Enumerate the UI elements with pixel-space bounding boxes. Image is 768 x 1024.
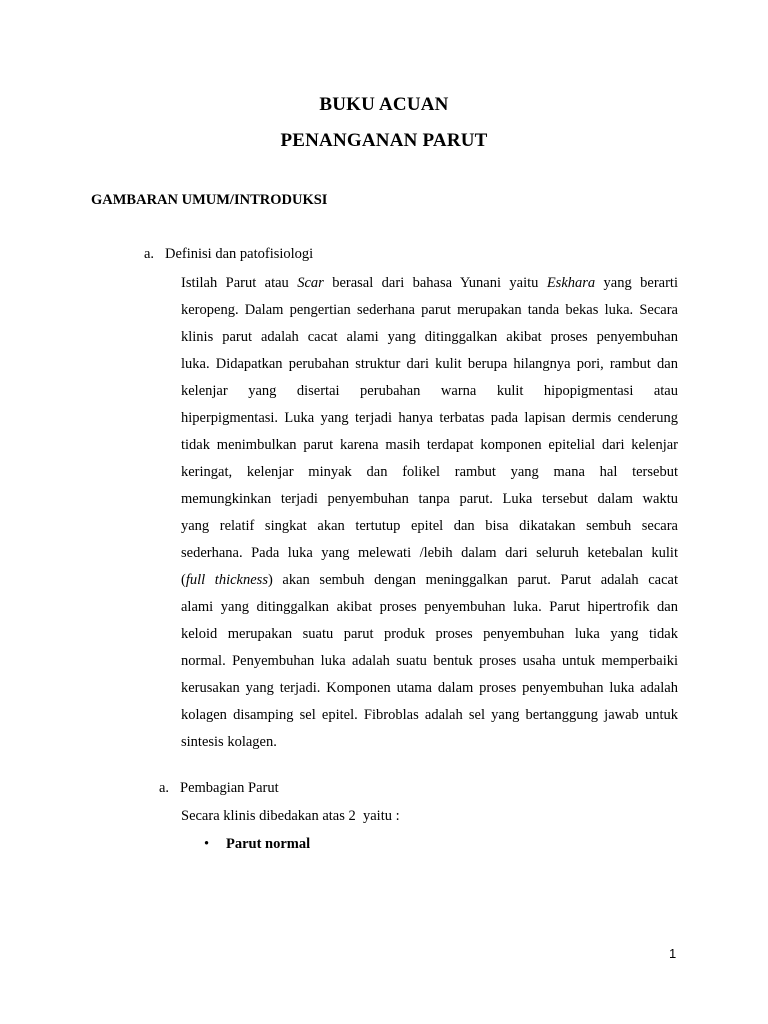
paragraph-line: [181, 324, 678, 351]
paragraph-line: [181, 675, 678, 702]
paragraph-line: [181, 486, 678, 513]
text-run: yang berarti: [595, 274, 678, 291]
text-run: keloid merupakan suatu parut produk proses penyembuhan luka yang tidak: [181, 626, 678, 643]
text-run: sederhana. Pada luka yang melewati /lebih dalam dari seluruh ketebalan kulit: [181, 544, 678, 561]
text-run: keringat, kelenjar minyak dan folikel rambut yang mana hal tersebut: [181, 463, 678, 480]
text-run: keropeng. Dalam pengertian sederhana parut merupakan tanda bekas luka. Secara: [181, 301, 678, 318]
text-run: berasal dari bahasa Yunani yaitu: [323, 274, 547, 291]
text-run: luka. Didapatkan perubahan struktur dari kulit berupa hilangnya pori, rambut dan: [181, 355, 678, 372]
text-run: klinis parut adalah cacat alami yang ditinggalkan akibat proses penyembuhan: [181, 328, 678, 345]
text-run: (: [181, 572, 186, 589]
text-run: kolagen disamping sel epitel. Fibroblas adalah sel yang bertanggung jawab untuk: [181, 707, 678, 724]
document-title-line1: BUKU ACUAN: [319, 94, 449, 115]
list-marker: a.: [144, 246, 155, 262]
list-item-label: Pembagian Parut: [180, 780, 279, 796]
text-run: alami yang ditinggalkan akibat proses penyembuhan luka. Parut hipertrofik dan: [181, 599, 678, 616]
bullet-item-label: Parut normal: [226, 836, 311, 852]
paragraph-line: [181, 405, 678, 432]
paragraph-line: [181, 648, 678, 675]
paragraph-line: [181, 702, 678, 729]
paragraph-line: [181, 459, 678, 486]
bullet-icon: •: [204, 836, 210, 852]
text-run: Istilah Parut atau: [181, 274, 298, 291]
text-run: normal. Penyembuhan luka adalah suatu bentuk proses usaha untuk memperbaiki: [181, 653, 678, 670]
text-run: memungkinkan terjadi penyembuhan tanpa parut. Luka tersebut dalam waktu: [181, 490, 678, 507]
italic-term: full thickness: [185, 572, 268, 589]
list-item-definisi: [144, 246, 313, 263]
paragraph-line: [181, 567, 678, 594]
text-run: yang relatif singkat akan tertutup epitel dan bisa dikatakan sembuh secara: [181, 517, 678, 534]
paragraph-line: [181, 594, 678, 621]
paragraph-line: [181, 432, 678, 459]
section-heading: GAMBARAN UMUM/INTRODUKSI: [91, 192, 328, 208]
italic-term: Eskhara: [546, 274, 596, 291]
document-title-line2: PENANGANAN PARUT: [280, 130, 488, 151]
text-run: kerusakan yang terjadi. Komponen utama dalam proses penyembuhan luka adalah: [181, 680, 678, 697]
text-run: hiperpigmentasi. Luka yang terjadi hanya terbatas pada lapisan dermis cenderung: [181, 409, 678, 426]
list-item-label: Definisi dan patofisiologi: [165, 246, 314, 262]
body-paragraph: [181, 270, 678, 757]
paragraph-line: [181, 729, 678, 756]
paragraph-line: [181, 540, 678, 567]
paragraph-line: [181, 297, 678, 324]
text-run: sintesis kolagen.: [181, 734, 277, 751]
paragraph-line: [181, 351, 678, 378]
paragraph-line: [181, 513, 678, 540]
page-number: 1: [669, 946, 677, 961]
paragraph-line: [181, 621, 678, 648]
text-run: ) akan sembuh dengan meninggalkan parut. Parut adalah cacat: [267, 572, 678, 589]
paragraph-line: [181, 270, 678, 297]
classification-intro: Secara klinis dibedakan atas 2 yaitu :: [181, 808, 400, 824]
italic-term: Scar: [297, 274, 324, 291]
list-item-pembagian-parut: [159, 780, 279, 797]
text-run: kelenjar yang disertai perubahan warna kulit hipopigmentasi atau: [181, 382, 678, 399]
bullet-item-parut-normal: [204, 836, 310, 853]
text-run: tidak menimbulkan parut karena masih terdapat komponen epitelial dari kelenjar: [181, 436, 678, 453]
paragraph-line: [181, 378, 678, 405]
list-marker: a.: [159, 780, 170, 796]
